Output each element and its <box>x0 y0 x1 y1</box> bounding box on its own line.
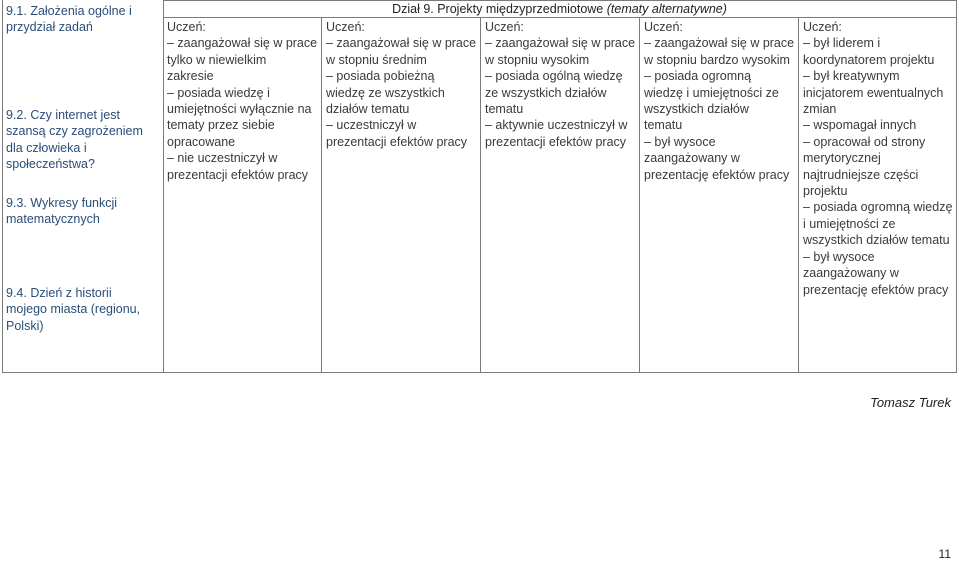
requirement-line: wiedzę ze wszystkich <box>326 85 445 100</box>
requirement-line: – był wysoce <box>644 134 716 149</box>
requirement-line: – uczestniczył w <box>326 118 417 133</box>
requirement-line: prezentację efektów pracy <box>644 167 790 182</box>
requirement-line: najtrudniejsze części <box>803 167 919 182</box>
requirement-line: – posiada ogólną wiedzę <box>485 69 623 84</box>
requirement-line: prezentacji efektów pracy <box>167 167 309 182</box>
topic-line: dla człowieka i <box>6 140 87 155</box>
topic-item <box>6 195 117 228</box>
author-name: Tomasz Turek <box>870 395 951 410</box>
requirement-line: Uczeń: <box>167 20 206 34</box>
requirement-line: opracowane <box>167 134 236 149</box>
requirement-cell-3 <box>481 17 640 372</box>
requirement-line: tematy przez siebie <box>167 118 275 133</box>
requirement-line: zakresie <box>167 69 214 84</box>
topic-line: 9.3. Wykresy funkcji <box>6 196 118 210</box>
section-title: Dział 9. Projekty międzyprzedmiotowe <box>392 2 607 16</box>
topic-item <box>6 107 143 173</box>
requirement-line: – był kreatywnym <box>803 69 900 84</box>
requirement-line: prezentację efektów pracy <box>803 282 949 297</box>
requirement-line: zaangażowany w <box>803 266 899 281</box>
section-header <box>163 0 956 18</box>
requirement-line: i umiejętności ze <box>803 216 896 231</box>
requirement-line: – posiada pobieżną <box>326 69 435 84</box>
requirement-line: – zaangażował się w prace <box>167 36 318 51</box>
requirement-line: ze wszystkich działów <box>485 85 607 100</box>
requirement-line: w stopniu średnim <box>326 52 427 67</box>
requirement-line: – posiada wiedzę i <box>167 85 270 100</box>
requirement-line: projektu <box>803 184 848 199</box>
grading-table <box>2 0 957 373</box>
requirement-cell-2 <box>322 17 481 372</box>
section-subtitle: (tematy alternatywne) <box>606 2 727 16</box>
page-number: 11 <box>938 547 951 561</box>
requirement-line: – posiada ogromną <box>644 69 752 84</box>
requirement-line: Uczeń: <box>485 20 524 34</box>
requirement-cell-1 <box>163 17 322 372</box>
topic-line: szansą czy zagrożeniem <box>6 124 143 139</box>
requirement-line: tematu <box>644 118 683 133</box>
topic-line: społeczeństwa? <box>6 157 95 172</box>
requirement-line: merytorycznej <box>803 151 881 166</box>
requirement-line: umiejętności wyłącznie na <box>167 102 312 117</box>
requirement-line: – był liderem i <box>803 36 881 51</box>
requirement-cell-5 <box>799 17 956 372</box>
topic-line: 9.2. Czy internet jest <box>6 108 120 122</box>
topic-line: matematycznych <box>6 212 100 227</box>
requirement-line: prezentacji efektów pracy <box>326 134 468 149</box>
requirement-line: Uczeń: <box>644 20 683 34</box>
requirement-line: w stopniu wysokim <box>485 52 590 67</box>
requirement-line: Uczeń: <box>803 20 842 34</box>
requirement-line: – nie uczestniczył w <box>167 151 278 166</box>
requirement-line: zaangażowany w <box>644 151 740 166</box>
requirement-line: – zaangażował się w prace <box>644 36 795 51</box>
requirement-line: działów tematu <box>326 102 410 117</box>
requirement-line: – aktywnie uczestniczył w <box>485 118 628 133</box>
topic-line: Polski) <box>6 318 44 333</box>
requirement-line: tylko w niewielkim <box>167 52 267 67</box>
requirement-line: tematu <box>485 102 524 117</box>
requirement-line: inicjatorem ewentualnych <box>803 85 944 100</box>
requirement-line: – opracował od strony <box>803 134 926 149</box>
requirement-line: wszystkich działów <box>644 102 749 117</box>
requirement-line: – był wysoce <box>803 249 875 264</box>
topic-item <box>6 3 132 36</box>
requirement-line: – wspomagał innych <box>803 118 917 133</box>
topic-line: 9.1. Założenia ogólne i <box>6 4 132 18</box>
topic-line: mojego miasta (regionu, <box>6 302 141 317</box>
requirement-line: w stopniu bardzo wysokim <box>644 52 790 67</box>
requirement-line: – posiada ogromną wiedzę <box>803 200 953 215</box>
topic-line: przydział zadań <box>6 20 93 35</box>
requirement-cell-4 <box>640 17 799 372</box>
requirement-line: wiedzę i umiejętności ze <box>644 85 779 100</box>
requirement-line: – zaangażował się w prace <box>326 36 477 51</box>
requirement-line: koordynatorem projektu <box>803 52 935 67</box>
requirement-line: Uczeń: <box>326 20 365 34</box>
requirement-line: prezentacji efektów pracy <box>485 134 627 149</box>
requirement-line: – zaangażował się w prace <box>485 36 636 51</box>
requirement-line: wszystkich działów tematu <box>803 233 950 248</box>
requirement-line: zmian <box>803 102 837 117</box>
topic-line: 9.4. Dzień z historii <box>6 286 112 300</box>
topic-item <box>6 285 140 334</box>
